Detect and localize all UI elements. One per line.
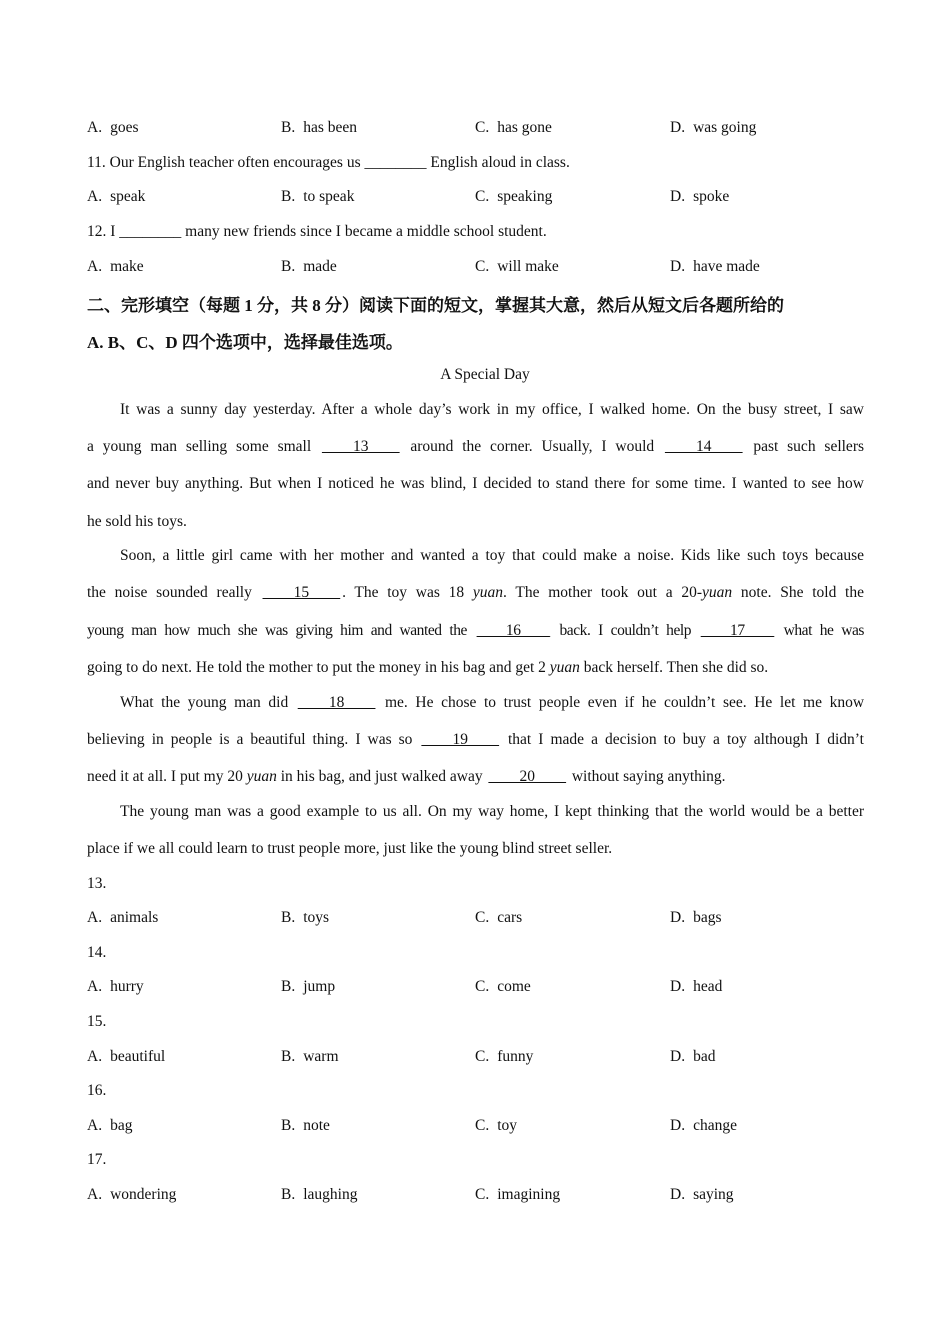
option-a[interactable]: A. animals <box>87 909 159 926</box>
option-d: D. was going <box>670 119 757 136</box>
option-b[interactable]: B. warm <box>281 1048 339 1065</box>
option-d[interactable]: D. change <box>670 1117 737 1134</box>
option-d[interactable]: D. bad <box>670 1048 716 1065</box>
option-b[interactable]: B. jump <box>281 978 336 995</box>
q13-number: 13. <box>87 875 107 892</box>
passage-line: young man how much she was giving him and wanted the ____16____ back. I couldn’t help ____17____ what he was <box>87 622 864 639</box>
option-b: B. made <box>281 258 337 275</box>
option-c[interactable]: C. imagining <box>475 1186 561 1203</box>
option-d: D. have made <box>670 258 760 275</box>
section-heading-line1: 二、完形填空（每题 1 分，共 8 分）阅读下面的短文，掌握其大意，然后从短文后各题所给的 <box>87 296 784 315</box>
q14-number: 14. <box>87 944 107 961</box>
blank-16[interactable]: ____16____ <box>476 622 550 639</box>
option-d[interactable]: D. head <box>670 978 723 995</box>
option-a[interactable]: A. wondering <box>87 1186 177 1203</box>
passage-line: Soon, a little girl came with her mother and wanted a toy that could make a noise. Kids like such toys because <box>120 547 864 564</box>
section-heading-line2: A. B、C、D 四个选项中，选择最佳选项。 <box>87 333 403 352</box>
option-b[interactable]: B. toys <box>281 909 330 926</box>
passage-line: the noise sounded really ____15____ . The toy was 18 yuan. The mother took out a 20-yuan note. She told the <box>87 584 864 601</box>
q15-number: 15. <box>87 1013 107 1030</box>
option-a[interactable]: A. beautiful <box>87 1048 166 1065</box>
option-c: C. has gone <box>475 119 552 136</box>
passage-line: he sold his toys. <box>87 513 187 530</box>
option-a[interactable]: A. hurry <box>87 978 144 995</box>
passage-line: a young man selling some small ____13____ around the corner. Usually, I would ____14____ past such sellers <box>87 438 865 455</box>
q16-number: 16. <box>87 1082 107 1099</box>
passage-line: It was a sunny day yesterday. After a whole day’s work in my office, I walked home. On the busy street, I saw <box>120 401 864 418</box>
option-c[interactable]: C. come <box>475 978 531 995</box>
option-a: A. speak <box>87 188 146 205</box>
option-c: C. will make <box>475 258 559 275</box>
option-d: D. spoke <box>670 188 730 205</box>
option-c[interactable]: C. funny <box>475 1048 534 1065</box>
q12-stem: 12. I ________ many new friends since I became a middle school student. <box>87 223 547 240</box>
passage-line: and never buy anything. But when I noticed he was blind, I decided to stand there for some time. I wanted to see how <box>87 475 864 492</box>
blank-15[interactable]: ____15____ <box>262 584 341 601</box>
blank-19[interactable]: ____19____ <box>421 731 499 748</box>
passage-line: What the young man did ____18____ me. He chose to trust people even if he couldn’t see. He let me know <box>120 694 865 711</box>
q11-stem: 11. Our English teacher often encourages us ________ English aloud in class. <box>87 154 570 171</box>
blank-14[interactable]: ____14____ <box>665 438 743 455</box>
blank-17[interactable]: ____17____ <box>700 622 774 639</box>
option-d[interactable]: D. bags <box>670 909 722 926</box>
blank-18[interactable]: ____18____ <box>297 694 376 711</box>
passage-line: need it at all. I put my 20 yuan in his bag, and just walked away ____20____ without saying anything. <box>87 768 726 785</box>
option-a: A. make <box>87 258 144 275</box>
q17-number: 17. <box>87 1151 107 1168</box>
option-b[interactable]: B. note <box>281 1117 330 1134</box>
option-d[interactable]: D. saying <box>670 1186 734 1203</box>
option-a: A. goes <box>87 119 139 136</box>
option-b: B. has been <box>281 119 358 136</box>
option-c[interactable]: C. cars <box>475 909 523 926</box>
option-c[interactable]: C. toy <box>475 1117 518 1134</box>
passage-title: A Special Day <box>440 366 530 383</box>
passage-line: The young man was a good example to us all. On my way home, I kept thinking that the world would be a better <box>120 803 864 820</box>
option-a[interactable]: A. bag <box>87 1117 133 1134</box>
blank-13[interactable]: ____13____ <box>322 438 400 455</box>
option-b: B. to speak <box>281 188 355 205</box>
passage-line: believing in people is a beautiful thing. I was so ____19____ that I made a decision to buy a toy although I didn’t <box>87 731 864 748</box>
passage-line: going to do next. He told the mother to put the money in his bag and get 2 yuan back herself. Then she did so. <box>87 659 769 676</box>
option-b[interactable]: B. laughing <box>281 1186 358 1203</box>
option-c: C. speaking <box>475 188 553 205</box>
passage-line: place if we all could learn to trust people more, just like the young blind street seller. <box>87 840 613 857</box>
blank-20[interactable]: ____20____ <box>488 768 566 785</box>
